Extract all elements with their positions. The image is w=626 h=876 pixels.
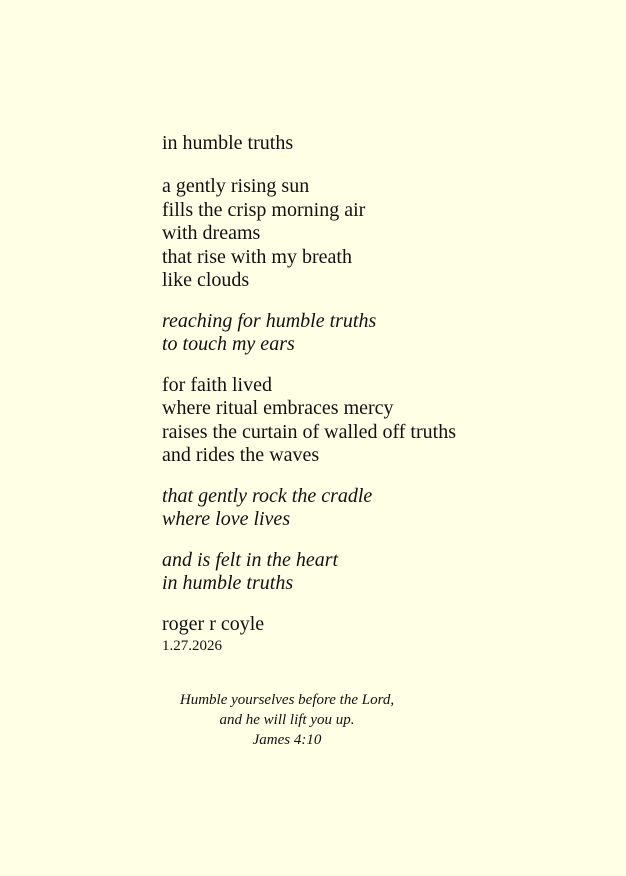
poem-date: 1.27.2026 [162,637,222,654]
epigraph-citation: James 4:10 [252,732,322,748]
poem-line: to touch my ears [162,333,295,355]
poem-line: in humble truths [162,572,294,594]
poem-line: for faith lived [162,373,272,396]
poem-line: like clouds [162,269,250,291]
poem-line: that gently rock the cradle [162,484,373,507]
epigraph-line: Humble yourselves before the Lord, [179,692,395,708]
stanza-5 [162,549,602,596]
epigraph-line: and he will lift you up. [219,712,355,728]
poem-line: and is felt in the heart [162,548,339,571]
poem-line: and rides the waves [162,444,320,466]
stanza-2 [162,310,602,357]
poem-line: where ritual embraces mercy [162,397,394,419]
stanza-1 [162,175,602,293]
poem-line: reaching for humble truths [162,309,377,332]
epigraph [162,690,412,750]
poem-author: roger r coyle [162,612,265,635]
stanza-4 [162,485,602,532]
poem-line: where love lives [162,508,291,530]
poem-line: that rise with my breath [162,245,352,268]
poem-line: fills the crisp morning air [162,198,366,221]
poem-line: raises the curtain of walled off truths [162,420,456,443]
poem-title: in humble truths [162,132,294,154]
poem [162,131,602,656]
poem-line: a gently rising sun [162,175,310,197]
poem-line: with dreams [162,222,261,244]
stanza-3 [162,374,602,468]
